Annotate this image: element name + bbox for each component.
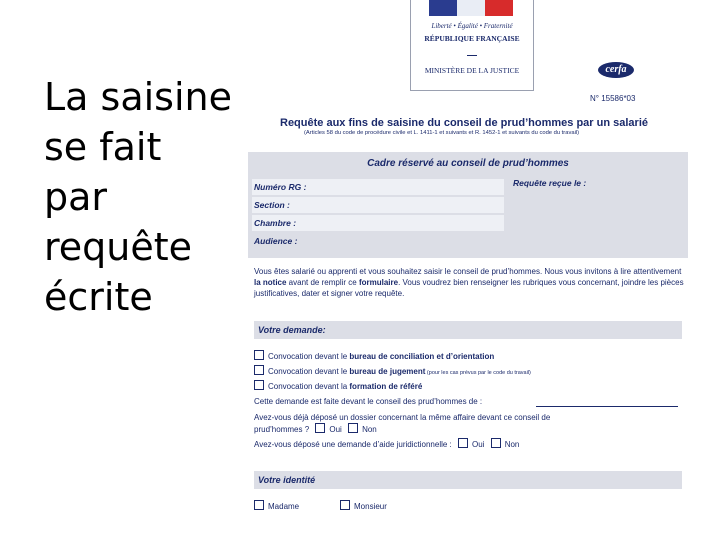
- reserved-heading: Cadre réservé au conseil de prud’hommes: [367, 158, 569, 169]
- checkbox-icon: [340, 500, 350, 510]
- option-text: Convocation devant le: [268, 352, 350, 361]
- field-requete-recue: Requête reçue le :: [513, 178, 587, 188]
- republic-flag-icon: [429, 0, 513, 16]
- intro-formulaire: formulaire: [358, 278, 399, 287]
- slide-title-line: par: [44, 175, 108, 219]
- field-chambre: Chambre :: [252, 215, 504, 231]
- cerfa-logo: cerfa: [598, 62, 634, 78]
- emblem-divider: [467, 55, 477, 56]
- option-bold: bureau de jugement: [349, 367, 426, 376]
- slide-title-line: La saisine: [44, 75, 232, 119]
- question-aide-juridictionnelle: [254, 438, 519, 449]
- checkbox-icon: [348, 423, 358, 433]
- answer-label: Non: [362, 425, 377, 434]
- field-audience: Audience :: [254, 236, 298, 246]
- option-note: (pour les cas prévus par le code du travail): [425, 370, 531, 376]
- checkbox-icon: [254, 500, 264, 510]
- slide-title-line: requête: [44, 225, 193, 269]
- question-text: Avez-vous déposé une demande d’aide juridictionnelle :: [254, 440, 452, 449]
- section-demande-heading: Votre demande:: [254, 321, 682, 339]
- form-subtitle: (Articles 58 du code de procédure civile et L. 1411-1 et suivants et R. 1452-1 et suivants du code du travail): [304, 130, 580, 136]
- checkbox-icon: [254, 380, 264, 390]
- answer-non: [491, 438, 520, 449]
- checkbox-icon: [458, 438, 468, 448]
- ministry-emblem: [410, 0, 534, 91]
- field-section: Section :: [252, 197, 504, 213]
- option-jugement: [254, 365, 531, 376]
- field-numero-rg: Numéro RG :: [252, 179, 504, 195]
- ministry-name: MINISTÈRE DE LA JUSTICE: [424, 66, 520, 75]
- intro-paragraph: [254, 266, 686, 299]
- flag-blue-stripe: [429, 0, 457, 16]
- option-madame: [254, 500, 299, 511]
- flag-red-stripe: [485, 0, 513, 16]
- section-identite-heading: Votre identité: [254, 471, 682, 489]
- option-bold: bureau de conciliation et d’orientation: [349, 352, 495, 361]
- answer-line: [536, 406, 678, 407]
- option-conciliation: [254, 350, 494, 361]
- question-conseil: Cette demande est faite devant le conseil des prud’hommes de :: [254, 397, 483, 406]
- checkbox-icon: [315, 423, 325, 433]
- republic-name: RÉPUBLIQUE FRANÇAISE: [424, 34, 520, 43]
- question-text: prud’hommes ?: [254, 425, 310, 434]
- answer-label: Oui: [472, 440, 485, 449]
- intro-text: . Vous voudrez bien renseigner les rubriques vous concernant, joindre les pièces justificatives, dater et signer votre requête.: [254, 278, 684, 298]
- checkbox-icon: [254, 350, 264, 360]
- answer-oui: [458, 438, 484, 449]
- answer-label: Non: [504, 440, 520, 449]
- intro-text: Vous êtes salarié ou apprenti et vous souhaitez saisir le conseil de prud’hommes. Nous vous invitons à lire attentivement: [254, 267, 682, 276]
- answer-oui: [315, 423, 341, 435]
- flag-white-stripe: [457, 0, 485, 16]
- intro-text: avant de remplir ce: [286, 278, 359, 287]
- question-text: Avez-vous déjà déposé un dossier concernant la même affaire devant ce conseil de: [254, 413, 551, 422]
- cerfa-form-image: [248, 0, 688, 540]
- checkbox-icon: [491, 438, 501, 448]
- checkbox-icon: [254, 365, 264, 375]
- option-bold: formation de référé: [349, 382, 423, 391]
- answer-label: Oui: [329, 425, 342, 434]
- reserved-box: [248, 152, 688, 258]
- option-text: Convocation devant le: [268, 367, 350, 376]
- slide-title-line: écrite: [44, 275, 153, 319]
- option-monsieur: [340, 500, 387, 511]
- option-label: Madame: [268, 502, 300, 511]
- form-title: Requête aux fins de saisine du conseil de prud’hommes par un salarié: [280, 117, 648, 129]
- slide-title-line: se fait: [44, 125, 162, 169]
- cerfa-number: N° 15586*03: [590, 94, 636, 103]
- republic-motto: Liberté • Égalité • Fraternité: [431, 22, 513, 30]
- intro-notice: la notice: [254, 278, 287, 287]
- question-dossier: [254, 412, 684, 435]
- answer-non: [348, 423, 377, 435]
- option-label: Monsieur: [354, 502, 387, 511]
- slide-title: [44, 72, 234, 322]
- option-refere: [254, 380, 422, 391]
- option-text: Convocation devant la: [268, 382, 350, 391]
